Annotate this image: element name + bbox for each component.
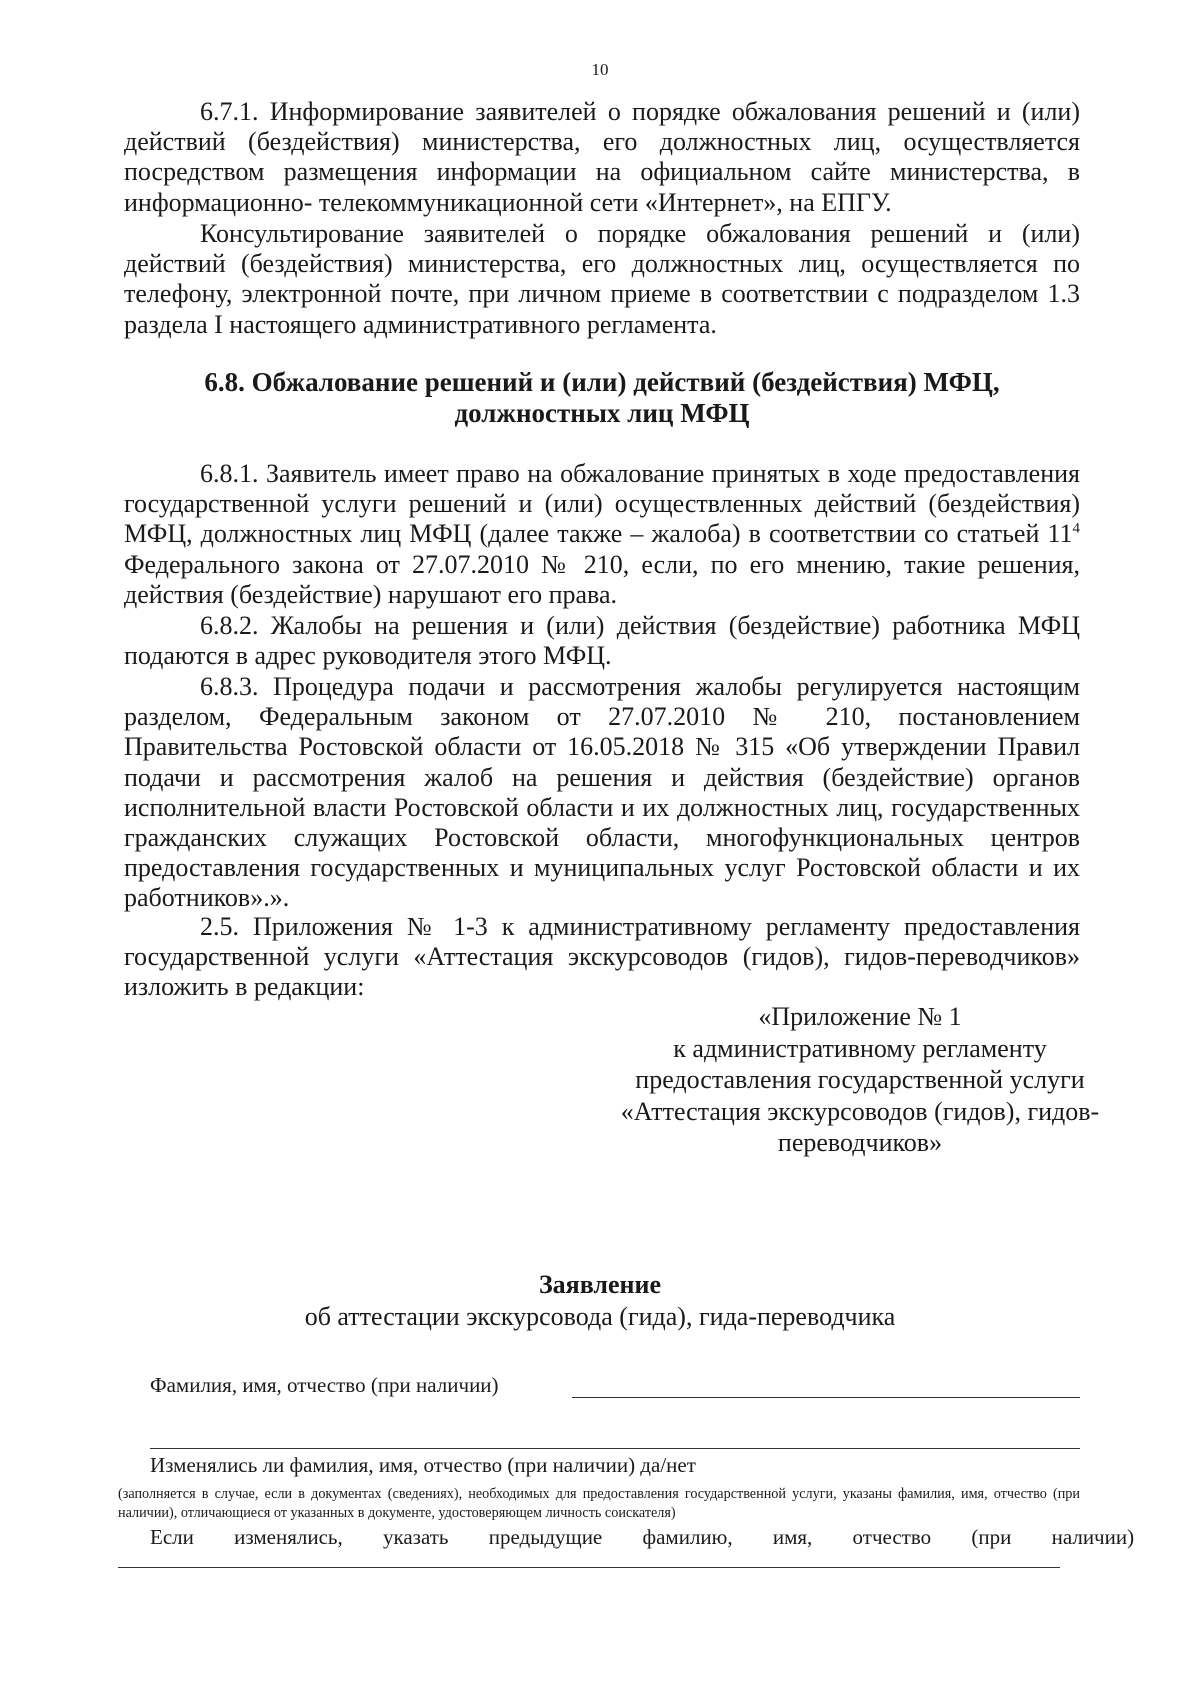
paragraph-6-8-1-part-b: Федерального закона от 27.07.2010 № 210, если, по его мнению, такие решения, действия (бездействие) нарушают его права. xyxy=(124,549,1080,609)
appendix-line: «Приложение № 1 xyxy=(758,1002,962,1031)
fio-input-line[interactable] xyxy=(572,1397,1080,1398)
fio-continuation-line[interactable] xyxy=(150,1448,1080,1449)
statement-title: Заявление xyxy=(538,1270,662,1299)
previous-names-label: Если изменялись, указать предыдущие фамилию, имя, отчество (при наличии) xyxy=(150,1525,1135,1549)
paragraph-6-8-3: 6.8.3. Процедура подачи и рассмотрения жалобы регулируется настоящим разделом, Федеральным законом от 27.07.2010 № 210, постановлением Правительства Ростовской области от 16.05.2018 № 315 «Об утверждении Правил подачи и рассмотрения жалоб на решения и действия (бездействие) органов исполнительной власти Ростовской области и их должностных лиц, государственных гражданских служащих Ростовской области, многофункциональных центров предоставления государственных и муниципальных услуг Ростовской области и их работников».». xyxy=(124,672,1080,913)
form-note: (заполняется в случае, если в документах (сведениях), необходимых для предоставления государственной услуги, указаны фамилия, имя, отчество (при наличии), отличающиеся от указанных в документе, удостоверяющем личность соискателя) xyxy=(118,1486,1080,1521)
appendix-line: переводчиков» xyxy=(777,1128,943,1157)
paragraph-consultation: Консультирование заявителей о порядке обжалования решений и (или) действий (бездействия) министерства, его должностных лиц, осуществляется по телефону, электронной почте, при личном приеме в соответствии с подразделом 1.3 раздела I настоящего административного регламента. xyxy=(124,219,1080,339)
appendix-header xyxy=(610,1001,1110,1159)
section-heading-line-2: должностных лиц МФЦ xyxy=(454,398,750,428)
article-superscript: 4 xyxy=(1072,520,1080,537)
paragraph-6-8-2: 6.8.2. Жалобы на решения и (или) действия (бездействие) работника МФЦ подаются в адрес руководителя этого МФЦ. xyxy=(124,611,1080,671)
paragraph-2-5: 2.5. Приложения № 1-3 к административному регламенту предоставления государственной услуги «Аттестация экскурсоводов (гидов), гидов-переводчиков» изложить в редакции: xyxy=(124,912,1080,1002)
previous-names-line[interactable] xyxy=(118,1567,1060,1568)
name-changed-label: Изменялись ли фамилия, имя, отчество (при наличии) да/нет xyxy=(150,1453,696,1477)
paragraph-6-8-1 xyxy=(124,459,1080,610)
fio-label: Фамилия, имя, отчество (при наличии) xyxy=(150,1373,499,1397)
page-number: 10 xyxy=(591,60,609,79)
appendix-line: «Аттестация экскурсоводов (гидов), гидов- xyxy=(620,1096,1100,1126)
section-heading-line-1: 6.8. Обжалование решений и (или) действий (бездействия) МФЦ, xyxy=(204,367,1000,397)
section-heading-6-8 xyxy=(124,367,1080,429)
paragraph-6-8-1-part-a: 6.8.1. Заявитель имеет право на обжалование принятых в ходе предоставления государственной услуги решений и (или) осуществленных действий (бездействия) МФЦ, должностных лиц МФЦ (далее также – жалоба) в соответствии со статьей 11 xyxy=(124,459,1080,549)
paragraph-6-7-1: 6.7.1. Информирование заявителей о порядке обжалования решений и (или) действий (бездействия) министерства, его должностных лиц, осуществляется посредством размещения информации на официальном сайте министерства, в информационно- телекоммуникационной сети «Интернет», на ЕПГУ. xyxy=(124,97,1080,217)
appendix-line: предоставления государственной услуги xyxy=(635,1065,1085,1094)
statement-subtitle: об аттестации экскурсовода (гида), гида-переводчика xyxy=(304,1302,896,1331)
appendix-line: к административному регламенту xyxy=(673,1033,1047,1063)
